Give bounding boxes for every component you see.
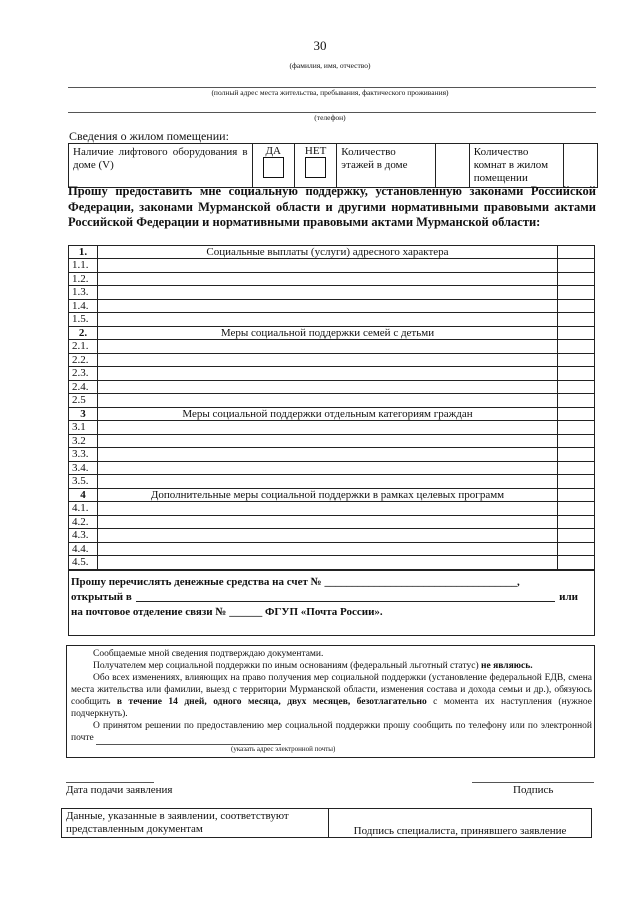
- no-checkbox[interactable]: [305, 157, 326, 178]
- elevator-label: Наличие лифтового оборудования в доме (V): [69, 144, 253, 188]
- section-number: 1.: [69, 246, 98, 259]
- measure-check[interactable]: [558, 461, 595, 475]
- confirm-p4-text: О принятом решении по предоставлению мер социальной поддержки прошу сообщить по телефону или по электронной почте: [71, 721, 592, 743]
- housing-heading: Сведения о жилом помещении:: [69, 129, 229, 143]
- measure-check[interactable]: [558, 529, 595, 543]
- payment-line2-prefix: открытый в: [71, 590, 132, 603]
- measure-number: 1.1.: [69, 259, 98, 273]
- date-label: Дата подачи заявления: [66, 784, 173, 796]
- measure-name-field[interactable]: [98, 501, 558, 515]
- measure-check[interactable]: [558, 286, 595, 300]
- measure-name-field[interactable]: [98, 380, 558, 394]
- measure-number: 4.5.: [69, 556, 98, 570]
- measure-row: [69, 529, 594, 543]
- signature-line[interactable]: [472, 782, 594, 783]
- section-check[interactable]: [558, 326, 595, 339]
- yes-checkbox[interactable]: [263, 157, 284, 178]
- payment-block: [69, 570, 594, 635]
- confirm-p3b: в течение 14 дней, одного месяца, двух месяцев, безотлагательно: [116, 697, 427, 707]
- measure-name-field[interactable]: [98, 434, 558, 448]
- measure-name-field[interactable]: [98, 299, 558, 313]
- measure-row: [69, 272, 594, 286]
- measure-number: 3.4.: [69, 461, 98, 475]
- measure-name-field[interactable]: [98, 529, 558, 543]
- measure-row: [69, 380, 594, 394]
- measure-row: [69, 556, 594, 570]
- measure-row: [69, 367, 594, 381]
- specialist-table: [61, 808, 592, 838]
- measure-number: 2.3.: [69, 367, 98, 381]
- measure-check[interactable]: [558, 475, 595, 489]
- measure-row: [69, 299, 594, 313]
- measure-row: [69, 394, 594, 408]
- section-header-row: [69, 246, 594, 259]
- measure-name-field[interactable]: [98, 313, 558, 327]
- measure-name-field[interactable]: [98, 394, 558, 408]
- payment-line1: Прошу перечислять денежные средства на счет № ___________________________________,: [71, 575, 520, 588]
- measure-number: 1.3.: [69, 286, 98, 300]
- measure-name-field[interactable]: [98, 353, 558, 367]
- section-title: Меры социальной поддержки отдельным категориям граждан: [98, 407, 558, 420]
- measure-check[interactable]: [558, 259, 595, 273]
- measure-number: 2.4.: [69, 380, 98, 394]
- measure-row: [69, 353, 594, 367]
- measure-name-field[interactable]: [98, 475, 558, 489]
- measure-check[interactable]: [558, 272, 595, 286]
- request-text: Прошу предоставить мне социальную поддержку, установленную законами Российской Федерации, законами Мурманской области и другими нормативными правовыми актами Российской Федерации и нормативными правовыми актами Мурманской области:: [68, 184, 596, 229]
- measure-row: [69, 501, 594, 515]
- confirm-p3: [71, 672, 592, 720]
- measure-number: 1.4.: [69, 299, 98, 313]
- section-header-row: [69, 326, 594, 339]
- measure-check[interactable]: [558, 501, 595, 515]
- measure-number: 4.2.: [69, 515, 98, 529]
- date-line[interactable]: [66, 782, 154, 783]
- measure-row: [69, 542, 594, 556]
- confirm-p3a: Обо всех изменениях, влияющих на право получения мер социальной поддержки (установление федеральной ЕДВ, смена места жительства или фамилии, выезд с территории Мурманской области, изменения состава и дохода семьи и др.), обязуюсь сообщить: [71, 673, 592, 707]
- measures-grid: [69, 246, 594, 570]
- confirm-block: [66, 645, 595, 758]
- measure-name-field[interactable]: [98, 272, 558, 286]
- floors-label: Количество этажей в доме: [337, 144, 436, 188]
- no-cell: [294, 144, 336, 188]
- measure-number: 4.3.: [69, 529, 98, 543]
- measure-check[interactable]: [558, 380, 595, 394]
- measure-row: [69, 515, 594, 529]
- specialist-sign[interactable]: [329, 809, 592, 838]
- fio-caption: (фамилия, имя, отчество): [289, 61, 371, 70]
- measure-row: [69, 420, 594, 434]
- measure-check[interactable]: [558, 353, 595, 367]
- measure-name-field[interactable]: [98, 461, 558, 475]
- payment-line2-suffix: или: [559, 590, 578, 603]
- measure-check[interactable]: [558, 420, 595, 434]
- measure-check[interactable]: [558, 394, 595, 408]
- measures-table: [68, 245, 595, 636]
- measure-name-field[interactable]: [98, 286, 558, 300]
- page-number: 30: [313, 38, 327, 53]
- section-check[interactable]: [558, 246, 595, 259]
- confirm-p4: [71, 720, 592, 745]
- measure-number: 2.5: [69, 394, 98, 408]
- measure-check[interactable]: [558, 515, 595, 529]
- section-check[interactable]: [558, 488, 595, 501]
- data-match-label: Данные, указанные в заявлении, соответствуют представленным документам: [62, 809, 329, 838]
- measure-row: [69, 286, 594, 300]
- confirm-p2a: Получателем мер социальной поддержки по иным основаниям (федеральный льготный статус): [93, 661, 482, 671]
- measure-number: 2.1.: [69, 339, 98, 353]
- yes-label: ДА: [265, 145, 281, 157]
- section-header-row: [69, 407, 594, 420]
- measure-number: 3.5.: [69, 475, 98, 489]
- measure-number: 3.3.: [69, 448, 98, 462]
- measure-number: 3.1: [69, 420, 98, 434]
- address-caption: (полный адрес места жительства, пребывания, фактического проживания): [211, 88, 449, 97]
- measure-number: 2.2.: [69, 353, 98, 367]
- measure-name-field[interactable]: [98, 515, 558, 529]
- email-caption: (указать адрес электронной почты): [231, 745, 336, 753]
- housing-table: [68, 143, 598, 188]
- measure-name-field[interactable]: [98, 367, 558, 381]
- no-label: НЕТ: [304, 145, 327, 157]
- measure-check[interactable]: [558, 434, 595, 448]
- measure-number: 1.2.: [69, 272, 98, 286]
- confirm-p2b: не являюсь.: [481, 661, 533, 671]
- measure-name-field[interactable]: [98, 556, 558, 570]
- phone-caption: (телефон): [314, 113, 346, 122]
- confirm-p3c: с момента их наступления (нужное подчеркнуть).: [71, 697, 593, 719]
- measure-name-field[interactable]: [98, 259, 558, 273]
- section-title: Дополнительные меры социальной поддержки в рамках целевых программ: [98, 488, 558, 501]
- measure-check[interactable]: [558, 339, 595, 353]
- measure-row: [69, 313, 594, 327]
- measure-number: 1.5.: [69, 313, 98, 327]
- measure-check[interactable]: [558, 542, 595, 556]
- measure-check[interactable]: [558, 299, 595, 313]
- section-number: 2.: [69, 326, 98, 339]
- confirm-p2: [71, 660, 592, 672]
- bank-field[interactable]: [136, 590, 555, 602]
- rooms-input[interactable]: [564, 144, 598, 188]
- section-title: Меры социальной поддержки семей с детьми: [98, 326, 558, 339]
- yes-cell: [252, 144, 294, 188]
- measure-check[interactable]: [558, 367, 595, 381]
- measure-number: 3.2: [69, 434, 98, 448]
- measure-row: [69, 339, 594, 353]
- email-field[interactable]: [96, 732, 281, 745]
- measure-number: 4.4.: [69, 542, 98, 556]
- payment-line2: [71, 590, 592, 605]
- section-number: 3: [69, 407, 98, 420]
- measure-row: [69, 434, 594, 448]
- measure-row: [69, 461, 594, 475]
- measure-name-field[interactable]: [98, 420, 558, 434]
- section-title: Социальные выплаты (услуги) адресного характера: [98, 246, 558, 259]
- measure-row: [69, 475, 594, 489]
- section-number: 4: [69, 488, 98, 501]
- rooms-label: Количество комнат в жилом помещении: [469, 144, 564, 188]
- measure-name-field[interactable]: [98, 448, 558, 462]
- measure-number: 4.1.: [69, 501, 98, 515]
- measure-row: [69, 259, 594, 273]
- measure-check[interactable]: [558, 448, 595, 462]
- section-check[interactable]: [558, 407, 595, 420]
- measure-row: [69, 448, 594, 462]
- measure-check[interactable]: [558, 313, 595, 327]
- measure-name-field[interactable]: [98, 339, 558, 353]
- floors-input[interactable]: [436, 144, 470, 188]
- signature-label: Подпись: [513, 784, 554, 796]
- confirm-p1: Сообщаемые мной сведения подтверждаю документами.: [93, 649, 324, 659]
- payment-line3: на почтовое отделение связи № ______ ФГУП «Почта России».: [71, 605, 383, 618]
- measure-check[interactable]: [558, 556, 595, 570]
- section-header-row: [69, 488, 594, 501]
- specialist-sign-label: Подпись специалиста, принявшего заявление: [353, 825, 567, 837]
- measure-name-field[interactable]: [98, 542, 558, 556]
